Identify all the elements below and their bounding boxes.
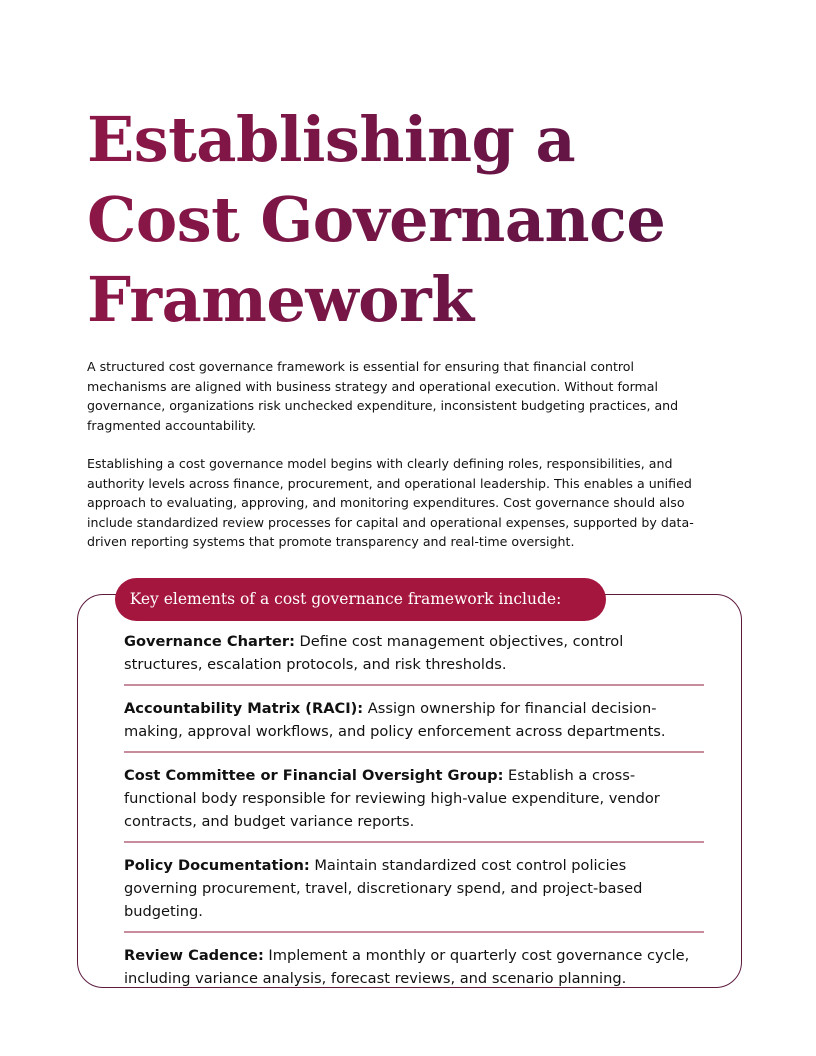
list-item-cost-committee <box>124 764 704 843</box>
item-text: Implement a monthly or quarterly cost governance cycle, including variance analysis, forecast reviews, and scenario planning. <box>124 947 690 987</box>
page-title <box>87 100 747 340</box>
key-elements-list <box>124 630 704 990</box>
intro-paragraph-1: A structured cost governance framework is essential for ensuring that financial control mechanisms are aligned with business strategy and operational execution. Without formal governance, organizations risk unchecked expenditure, inconsistent budgeting practices, and fragmented accountability. <box>87 359 679 433</box>
item-label: Cost Committee or Financial Oversight Group: <box>124 767 504 784</box>
item-label: Policy Documentation: <box>124 857 310 874</box>
title-line-2: Cost Governance <box>87 183 666 256</box>
item-text: Define cost management objectives, control structures, escalation protocols, and risk thresholds. <box>124 633 624 673</box>
item-text: Establish a cross-functional body responsible for reviewing high-value expenditure, vendor contracts, and budget variance reports. <box>124 767 660 830</box>
item-label: Review Cadence: <box>124 947 264 964</box>
key-elements-header: Key elements of a cost governance framework include: <box>115 578 606 621</box>
item-label: Accountability Matrix (RACI): <box>124 700 364 717</box>
intro-paragraph-2: Establishing a cost governance model begins with clearly defining roles, responsibilities, and authority levels across finance, procurement, and operational leadership. This enables a unified approach to evaluating, approving, and monitoring expenditures. Cost governance should also include standardized review processes for capital and operational expenses, supported by data-driven reporting systems that promote transparency and real-time oversight. <box>87 456 694 549</box>
title-line-3: Framework <box>87 263 474 336</box>
title-line-1: Establishing a <box>87 103 576 176</box>
item-text: Assign ownership for financial decision-making, approval workflows, and policy enforcement across departments. <box>124 700 666 740</box>
list-item-accountability-matrix <box>124 697 704 753</box>
item-text: Maintain standardized cost control policies governing procurement, travel, discretionary spend, and project-based budgeting. <box>124 857 643 920</box>
list-item-governance-charter <box>124 630 704 686</box>
list-item-policy-documentation <box>124 854 704 933</box>
list-item-review-cadence <box>124 944 704 990</box>
item-label: Governance Charter: <box>124 633 295 650</box>
